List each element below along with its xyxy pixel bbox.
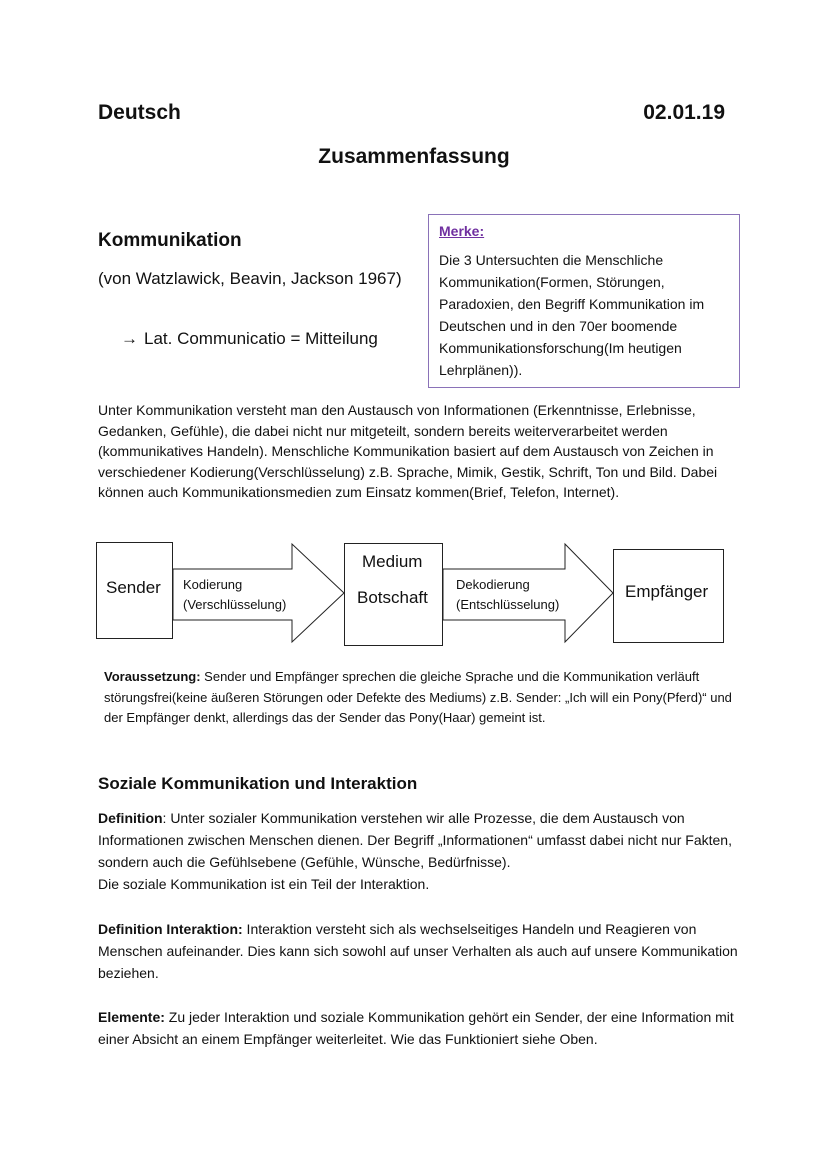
definition-label: Definition: [98, 810, 163, 826]
elemente-paragraph: [98, 1006, 748, 1050]
voraussetzung-text: Sender und Empfänger sprechen die gleiche Sprache und die Kommunikation verläuft störungsfrei(keine äußeren Störungen oder Defekte des Mediums) z.B. Sender: „Ich will ein Pony(Pferd)“ und der Empfänger denkt, allerdings das der Sender das Pony(Haar) gemeint ist.: [104, 669, 732, 725]
dekodierung-label: Dekodierung: [456, 577, 530, 592]
kommunikation-heading: Kommunikation: [98, 230, 242, 251]
medium-label: Medium: [362, 552, 423, 571]
merke-title: Merke:: [439, 223, 485, 239]
merke-text: Die 3 Untersuchten die Menschliche Kommunikation(Formen, Störungen, Paradoxien, den Begriff Kommunikation im Deutschen und in den 70er boomende Kommunikationsforschung(Im heutigen Lehrplänen)).: [439, 252, 705, 378]
sender-label: Sender: [106, 578, 161, 597]
dekodierung-sub-label: (Entschlüsselung): [456, 597, 560, 612]
kodierung-sub-label: (Verschlüsselung): [183, 597, 287, 612]
botschaft-label: Botschaft: [357, 588, 428, 607]
kodierung-label: Kodierung: [183, 577, 243, 592]
definition-text-2: Die soziale Kommunikation ist ein Teil der Interaktion.: [98, 876, 430, 892]
page-title: Zusammenfassung: [318, 145, 510, 168]
interaktion-text: Interaktion versteht sich als wechselseitiges Handeln und Reagieren von Menschen aufeinander. Dies kann sich sowohl auf unser Verhalten als auch auf unsere Kommunikation beziehen.: [98, 921, 738, 981]
date: 02.01.19: [643, 101, 725, 124]
voraussetzung-label: Voraussetzung:: [104, 669, 201, 684]
voraussetzung-paragraph: [104, 667, 744, 729]
subject-heading: Deutsch: [98, 101, 181, 124]
merke-box: [428, 214, 740, 388]
elemente-text: Zu jeder Interaktion und soziale Kommunikation gehört ein Sender, der eine Information mit einer Absicht an einem Empfänger weiterleitet. Wie das Funktioniert siehe Oben.: [98, 1009, 734, 1047]
intro-paragraph: Unter Kommunikation versteht man den Austausch von Informationen (Erkenntnisse, Erlebnisse, Gedanken, Gefühle), die dabei nicht nur mitgeteilt, sondern bereits weiterverarbeitet werden (kommunikatives Handeln). Menschliche Kommunikation basiert auf dem Austausch von Zeichen in verschiedener Kodierung(Verschlüsselung) z.B. Sprache, Mimik, Gestik, Schrift, Ton und Bild. Dabei können auch Kommunikationsmedien zum Einsatz kommen(Brief, Telefon, Internet).: [98, 402, 718, 500]
right-arrow-icon: →: [121, 329, 138, 348]
interaktion-paragraph: [98, 918, 748, 984]
communication-diagram: [0, 538, 828, 650]
interaktion-label: Definition Interaktion:: [98, 921, 243, 937]
definition-paragraph: [98, 807, 748, 895]
latin-text: Lat. Communicatio = Mitteilung: [144, 329, 378, 348]
elemente-label: Elemente:: [98, 1009, 165, 1025]
definition-text: : Unter sozialer Kommunikation verstehen wir alle Prozesse, die dem Austausch von Informationen zwischen Menschen dienen. Der Begriff „Informationen“ umfasst dabei nicht nur Fakten, sondern auch die Gefühlsebene (Gefühle, Wünsche, Bedürfnisse).: [98, 810, 732, 870]
latin-definition: [121, 329, 378, 349]
soziale-heading: Soziale Kommunikation und Interaktion: [98, 774, 418, 793]
authors-line: (von Watzlawick, Beavin, Jackson 1967): [98, 269, 402, 288]
empfaenger-label: Empfänger: [625, 582, 709, 601]
